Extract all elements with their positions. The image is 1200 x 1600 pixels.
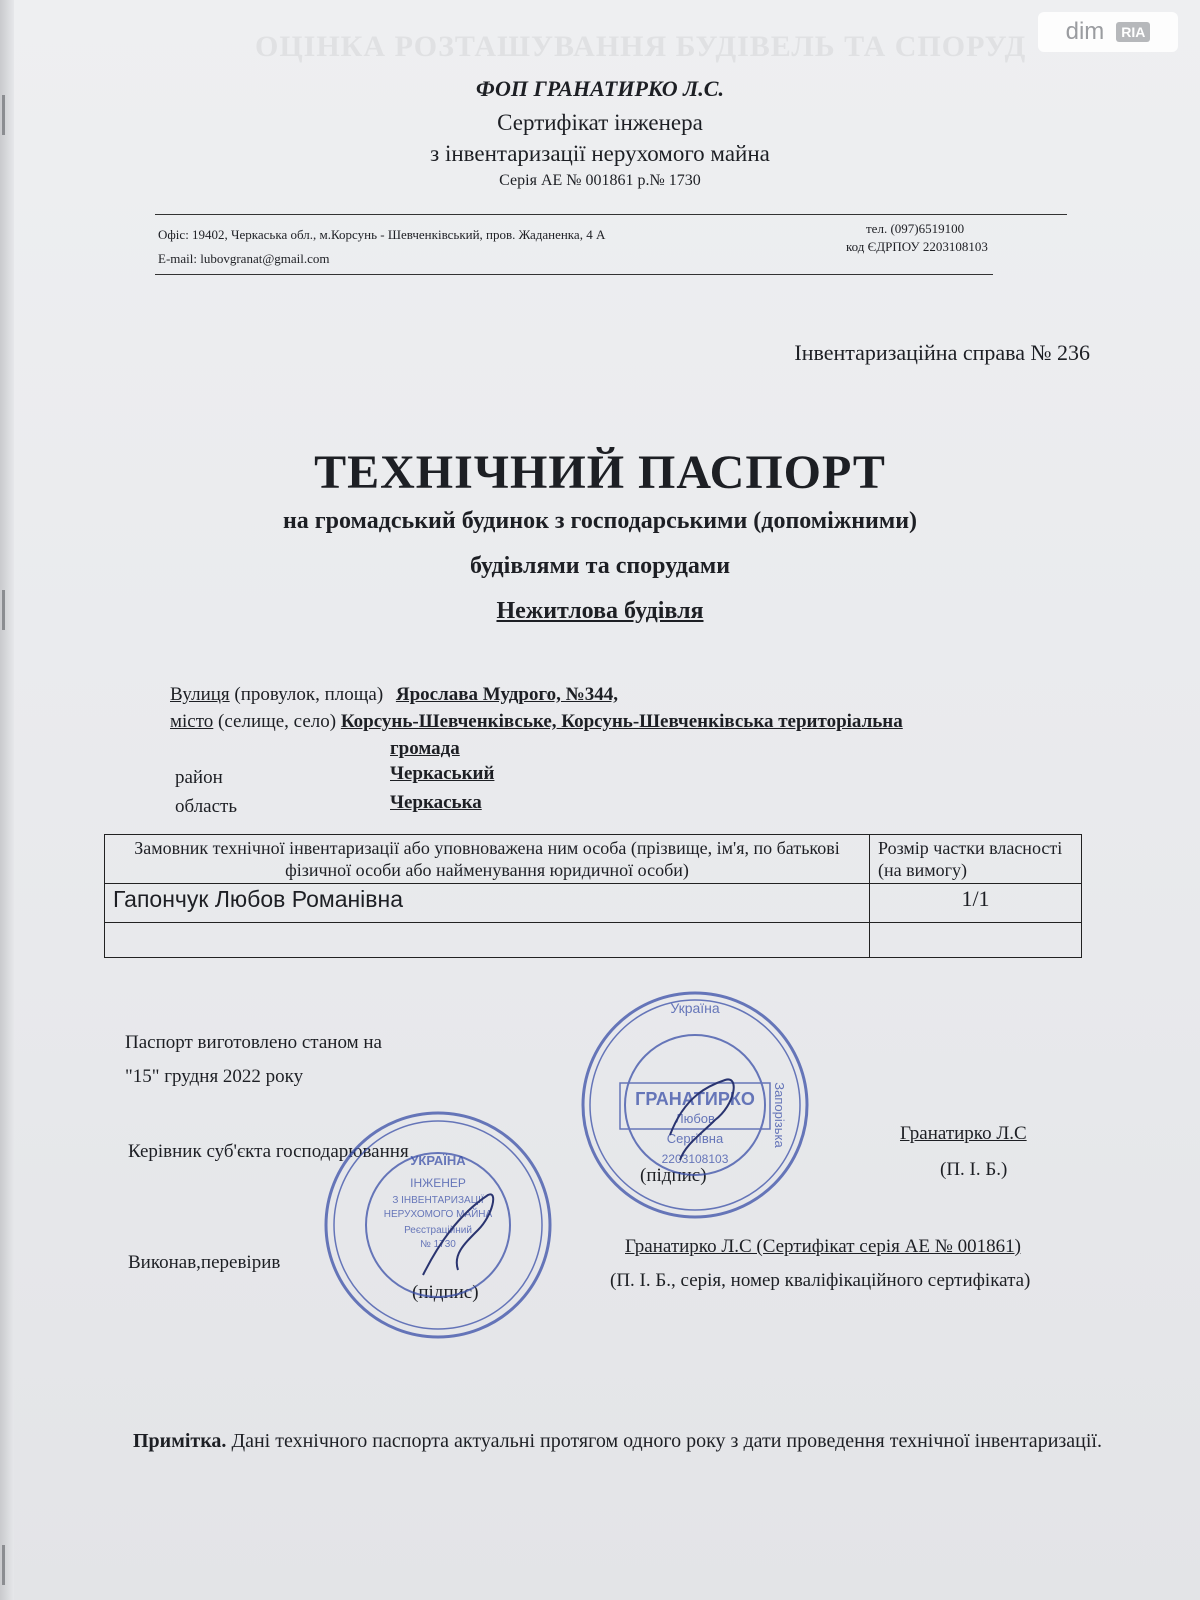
watermark-badge: RIA	[1116, 22, 1150, 42]
cert-line-2: з інвентаризації нерухомого майна	[430, 141, 770, 166]
city-value-cont: громада	[390, 738, 460, 759]
executor-label: Виконав,перевірив	[128, 1252, 281, 1273]
table-row	[105, 884, 1082, 923]
stamp-first: Любов	[675, 1111, 715, 1126]
subtitle-line-2: будівлями та спорудами	[469, 553, 731, 579]
case-number: Інвентаризаційна справа № 236	[794, 340, 1090, 365]
city-label-rest: (селище, село)	[213, 711, 337, 732]
building-type: Нежитлова будівля	[496, 598, 704, 624]
stamp-country: Україна	[670, 1000, 720, 1016]
owner-share-cell	[870, 923, 1082, 958]
street-value: Ярослава Мудрого, №344,	[395, 684, 618, 705]
head-name: Гранатирко Л.С	[900, 1123, 1027, 1144]
stamp-reg: Реєстраційний	[404, 1225, 472, 1236]
owner-table	[104, 834, 1082, 958]
table-header-row	[105, 835, 1082, 884]
stamp-role: ІНЖЕНЕР	[410, 1176, 466, 1190]
city-value: Корсунь-Шевченківське, Корсунь-Шевченківська територіальна	[340, 711, 903, 732]
street-label-rest: (провулок, площа)	[229, 684, 384, 705]
bleed-through-heading: ОЦІНКА РОЗТАШУВАННЯ БУДІВЕЛЬ ТА СПОРУД	[255, 30, 1027, 63]
note-text: Дані технічного паспорта актуальні протягом одного року з дати проведення технічної інвентаризації.	[226, 1430, 1102, 1452]
table-row	[105, 923, 1082, 958]
dim-ria-watermark	[1038, 12, 1178, 52]
office-address: Офіс: 19402, Черкаська обл., м.Корсунь - Шевченківський, пров. Жаданенка, 4 А	[158, 227, 606, 242]
stamp-name: ГРАНАТИРКО	[635, 1089, 755, 1109]
round-stamp-left	[318, 1105, 558, 1345]
subtitle-line-1: на громадський будинок з господарськими (допоміжними)	[282, 508, 918, 534]
cert-line-1: Сертифікат інженера	[497, 110, 703, 135]
street-label: Вулиця	[170, 684, 230, 705]
district-value: Черкаський	[390, 763, 495, 784]
owner-share-cell: 1/1	[870, 884, 1082, 923]
binding-tick	[2, 1545, 5, 1585]
stamp-reg-no: № 1730	[420, 1239, 456, 1250]
region-value: Черкаська	[390, 792, 482, 813]
note-label: Примітка.	[133, 1430, 227, 1452]
round-stamp-right	[575, 985, 815, 1225]
stamp-patr: Сергіївна	[666, 1131, 724, 1146]
stamp-number: 2203108103	[661, 1152, 729, 1166]
header-owner-cell: Замовник технічної інвентаризації або уповноважена ним особа (прізвище, ім'я, по батькові фізичної особи або найменування юридичної особи)	[105, 835, 870, 884]
header-divider-top	[155, 214, 1067, 215]
email-address: E-mail: lubovgranat@gmail.com	[158, 251, 330, 266]
executor-caption: (П. І. Б., серія, номер кваліфікаційного сертифіката)	[610, 1270, 1031, 1291]
district-label: район	[175, 767, 223, 788]
head-name-caption: (П. І. Б.)	[940, 1159, 1008, 1180]
note-paragraph	[133, 1425, 1168, 1458]
prepared-label: Паспорт виготовлено станом на	[125, 1032, 382, 1053]
header-divider-bottom	[155, 274, 993, 275]
org-name: ФОП ГРАНАТИРКО Л.С.	[476, 76, 724, 101]
owner-name-cell: Гапончук Любов Романівна	[105, 884, 870, 923]
stamp-line2: НЕРУХОМОГО МАЙНА	[383, 1209, 493, 1220]
street-row	[170, 684, 618, 706]
prepared-date: "15" грудня 2022 року	[125, 1066, 304, 1087]
head-label: Керівник суб'єкта господарювання	[128, 1141, 409, 1162]
header-share-cell: Розмір частки власності (на вимогу)	[870, 835, 1082, 884]
binding-edge	[0, 0, 14, 1600]
executor-sign-label: (підпис)	[412, 1282, 479, 1303]
phone-number: тел. (097)6519100	[866, 221, 965, 236]
city-row	[170, 711, 903, 733]
stamp-country-left: УКРАЇНА	[410, 1153, 466, 1168]
executor-name: Гранатирко Л.С (Сертифікат серія АЕ № 001861)	[625, 1236, 1021, 1257]
cert-series: Серія АЕ № 001861 р.№ 1730	[499, 172, 701, 189]
city-label: місто	[170, 711, 214, 732]
region-label: область	[175, 796, 238, 817]
watermark-brand: dim	[1065, 18, 1105, 45]
stamp-region: Запорізька	[772, 1082, 787, 1148]
stamp-line1: З ІНВЕНТАРИЗАЦІЇ	[392, 1195, 484, 1206]
owner-name-cell	[105, 923, 870, 958]
document-title: ТЕХНІЧНИЙ ПАСПОРТ	[314, 446, 886, 499]
head-sign-label: (підпис)	[640, 1165, 707, 1186]
edrpou-code: код ЄДРПОУ 2203108103	[846, 239, 988, 254]
